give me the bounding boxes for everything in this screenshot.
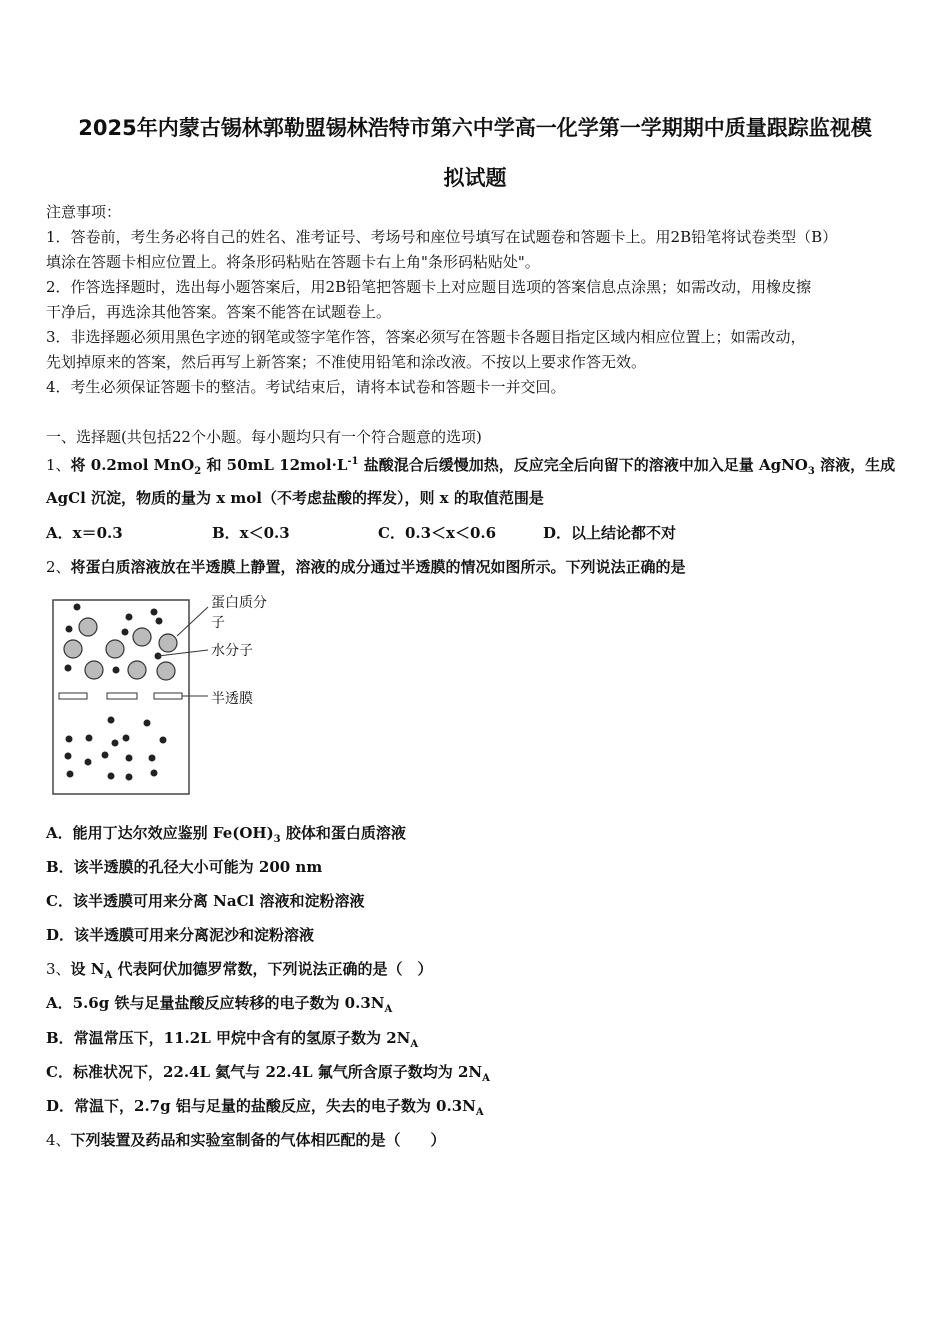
- water-molecule: [86, 735, 93, 742]
- q1-option-c[interactable]: C．0.3＜x＜0.6: [378, 524, 497, 542]
- label-membrane: 半透膜: [211, 691, 253, 707]
- question-number: 3、: [46, 960, 71, 978]
- semipermeable-membrane-diagram: [46, 590, 276, 802]
- notice-item: 3．非选择题必须用黑色字迹的钢笔或签字笔作答，答案必须写在答题卡各题目指定区域内相应位置上；如需改动，: [46, 328, 806, 346]
- protein-molecule: [64, 640, 82, 658]
- water-molecule: [112, 740, 119, 747]
- water-molecule: [126, 774, 133, 781]
- notice-item: 先划掉原来的答案，然后再写上新答案；不准使用铅笔和涂改液。不按以上要求作答无效。: [46, 353, 647, 371]
- water-molecule: [66, 736, 73, 743]
- q2-option-c[interactable]: C．该半透膜可用来分离 NaCl 溶液和淀粉溶液: [46, 892, 365, 910]
- protein-molecule: [159, 634, 177, 652]
- membrane-segment: [154, 693, 182, 699]
- label-protein: 蛋白质分子: [211, 595, 267, 631]
- protein-molecule: [157, 662, 175, 680]
- protein-molecule: [85, 661, 103, 679]
- water-molecule: [126, 755, 133, 762]
- q3-option-d[interactable]: D．常温下，2.7g 铝与足量的盐酸反应，失去的电子数为 $0.3N_A$: [46, 1097, 484, 1118]
- water-molecule: [108, 717, 115, 724]
- water-molecule: [151, 770, 158, 777]
- water-molecule: [67, 771, 74, 778]
- protein-molecule: [128, 661, 146, 679]
- notice-heading: 注意事项：: [46, 203, 122, 221]
- protein-molecule: [133, 628, 151, 646]
- q2-option-b[interactable]: B．该半透膜的孔径大小可能为 200 nm: [46, 858, 323, 876]
- water-molecule: [85, 759, 92, 766]
- membrane-segment: [107, 693, 137, 699]
- water-molecule: [122, 629, 129, 636]
- q2-option-a[interactable]: A．能用丁达尔效应鉴别 $Fe(OH)_3$ 胶体和蛋白质溶液: [46, 824, 406, 845]
- question-number: 1、: [46, 456, 71, 474]
- water-molecule: [156, 618, 163, 625]
- notice-item: 2．作答选择题时，选出每小题答案后，用2B铅笔把答题卡上对应题目选项的答案信息点涂黑；如需改动，用橡皮擦: [46, 278, 812, 296]
- q2-option-d[interactable]: D．该半透膜可用来分离泥沙和淀粉溶液: [46, 926, 315, 944]
- protein-molecule: [106, 640, 124, 658]
- page-title-line1: 2025年内蒙古锡林郭勒盟锡林浩特市第六中学高一化学第一学期期中质量跟踪监视模: [78, 116, 872, 140]
- question-number: 4、: [46, 1131, 71, 1149]
- water-molecule: [102, 752, 109, 759]
- leader-line: [177, 607, 208, 636]
- protein-molecule: [79, 618, 97, 636]
- q1-option-a[interactable]: A．x＝0.3: [46, 524, 123, 542]
- q1-option-b[interactable]: B．x＜0.3: [212, 524, 290, 542]
- water-molecule: [65, 665, 72, 672]
- notice-item: 1．答卷前，考生务必将自己的姓名、准考证号、考场号和座位号填写在试题卷和答题卡上。用2B铅笔将试卷类型（B）: [46, 228, 838, 246]
- section-heading: 一、选择题(共包括22个小题。每小题均只有一个符合题意的选项): [46, 428, 482, 446]
- membrane-segment: [59, 693, 87, 699]
- question-3-stem: 3、设 $N_A$ 代表阿伏加德罗常数，下列说法正确的是（ ）: [46, 960, 433, 981]
- q3-option-a[interactable]: A．5.6g 铁与足量盐酸反应转移的电子数为 $0.3N_A$: [46, 994, 393, 1015]
- q3-option-c[interactable]: C．标准状况下，22.4L 氦气与 22.4L 氟气所含原子数均为 $2N_A$: [46, 1063, 490, 1084]
- water-molecule: [123, 735, 130, 742]
- notice-item: 填涂在答题卡相应位置上。将条形码粘贴在答题卡右上角"条形码粘贴处"。: [46, 253, 540, 271]
- water-molecule: [113, 667, 120, 674]
- question-2-stem: 2、将蛋白质溶液放在半透膜上静置，溶液的成分通过半透膜的情况如图所示。下列说法正确的是: [46, 558, 686, 576]
- water-molecule: [149, 755, 156, 762]
- water-molecule: [126, 614, 133, 621]
- page-title-line2: 拟试题: [443, 166, 507, 190]
- question-4-stem: 4、下列装置及药品和实验室制备的气体相匹配的是（ ）: [46, 1131, 446, 1149]
- water-molecule: [65, 753, 72, 760]
- water-molecule: [74, 604, 81, 611]
- water-molecule: [144, 720, 151, 727]
- q3-option-b[interactable]: B．常温常压下，11.2L 甲烷中含有的氢原子数为 $2N_A$: [46, 1029, 419, 1050]
- notice-item: 干净后，再选涂其他答案。答案不能答在试题卷上。: [46, 303, 392, 321]
- label-water: 水分子: [211, 643, 253, 659]
- water-molecule: [160, 737, 167, 744]
- water-molecule: [66, 626, 73, 633]
- question-1-stem-line2: AgCl 沉淀，物质的量为 x mol（不考虑盐酸的挥发），则 x 的取值范围是: [46, 489, 544, 507]
- water-molecule: [108, 773, 115, 780]
- question-number: 2、: [46, 558, 71, 576]
- notice-item: 4．考生必须保证答题卡的整洁。考试结束后，请将本试卷和答题卡一并交回。: [46, 378, 566, 396]
- water-molecule: [151, 609, 158, 616]
- q1-option-d[interactable]: D．以上结论都不对: [543, 524, 677, 542]
- question-1-stem: 1、将 0.2mol MnO$_2$ 和 50mL $12mol\cdot L^{-1}$ 盐酸混合后缓慢加热，反应完全后向留下的溶液中加入足量 AgNO$_3$ 溶液，生成: [46, 456, 896, 477]
